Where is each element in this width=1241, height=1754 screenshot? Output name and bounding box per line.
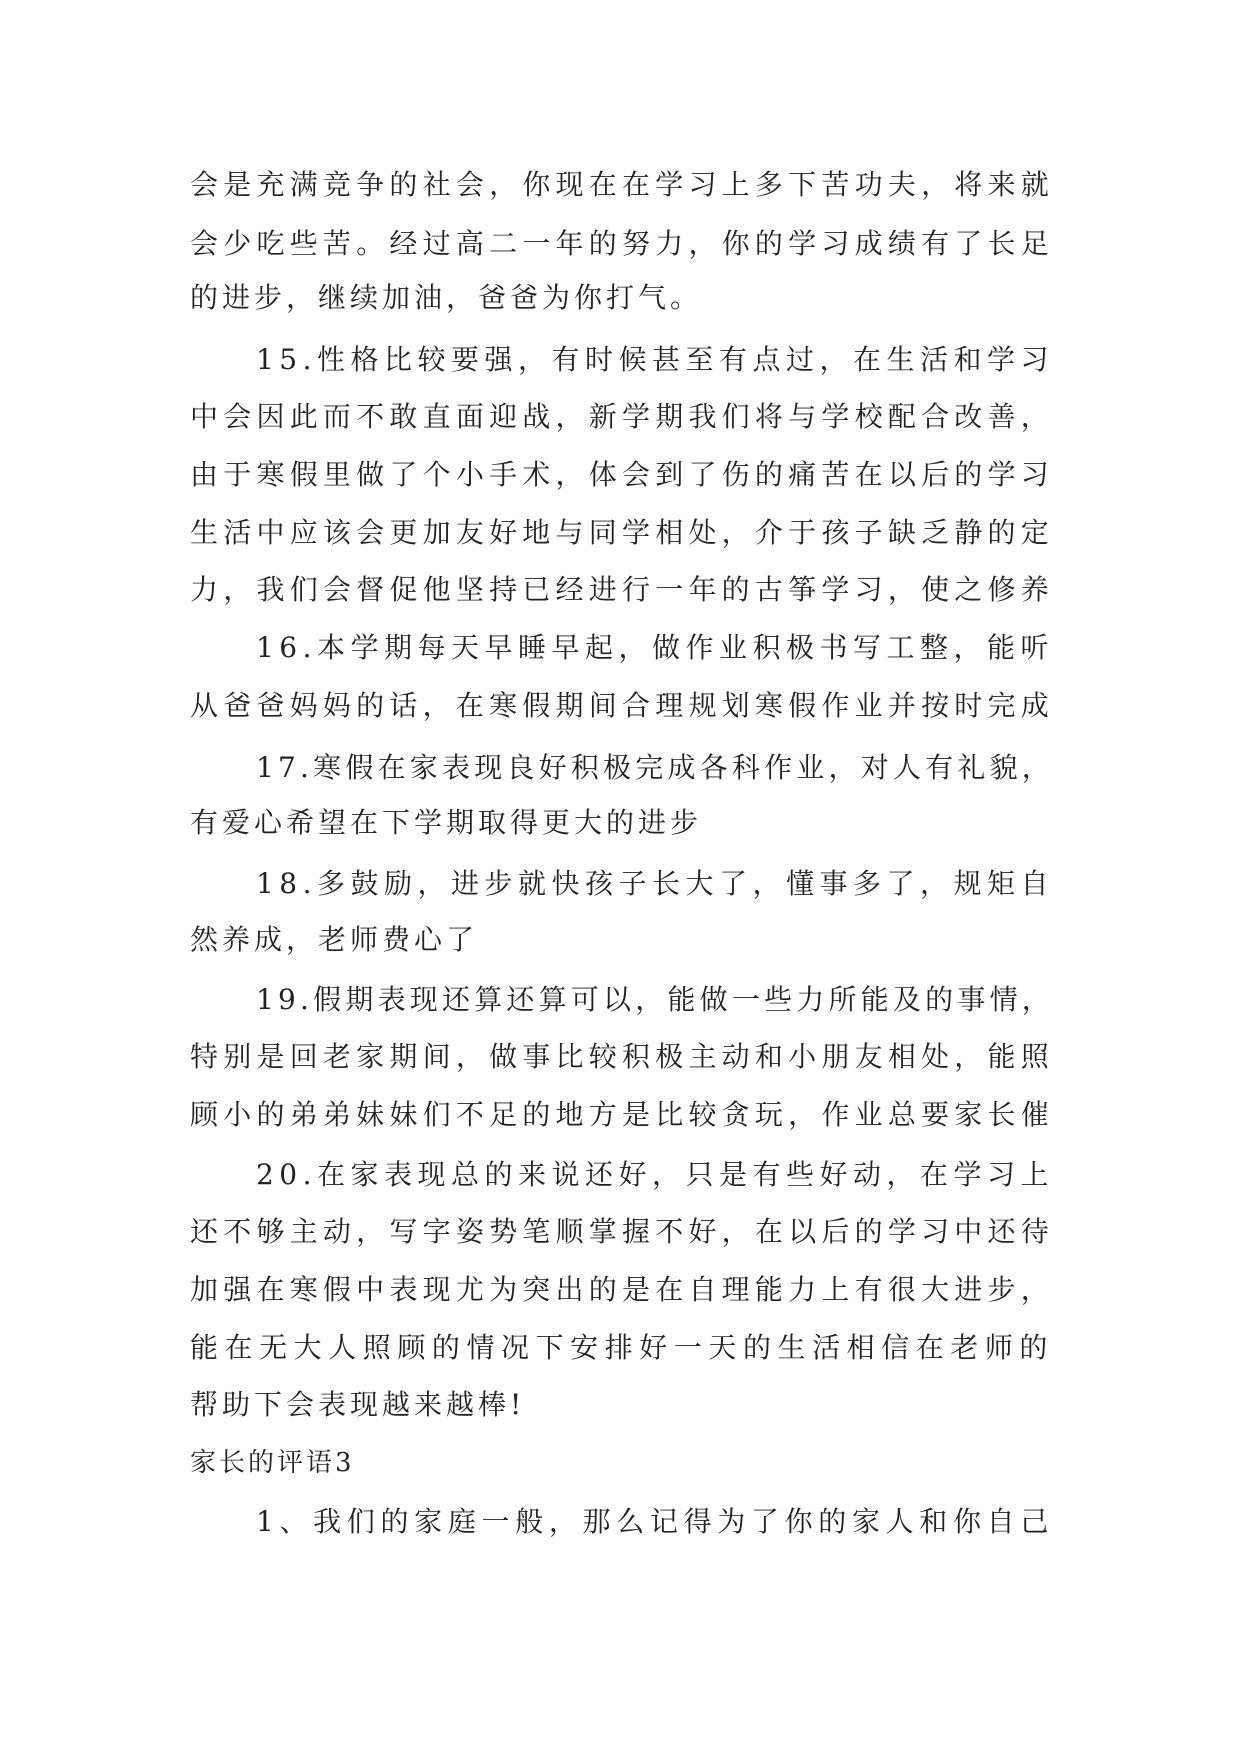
- text-line: 17.寒假在家表现良好积极完成各科作业，对人有礼貌，: [256, 751, 1054, 784]
- text-line: 然养成，老师费心了: [190, 923, 479, 956]
- text-line: 的进步，继续加油，爸爸为你打气。: [190, 281, 703, 314]
- text-line: 会是充满竞争的社会，你现在在学习上多下苦功夫，将来就: [190, 168, 1054, 201]
- text-line: 会少吃些苦。经过高二一年的努力，你的学习成绩有了长足: [190, 227, 1054, 260]
- text-line: 特别是回老家期间，做事比较积极主动和小朋友相处，能照: [190, 1040, 1054, 1073]
- text-line: 从爸爸妈妈的话，在寒假期间合理规划寒假作业并按时完成: [190, 689, 1054, 722]
- text-line: 18.多鼓励，进步就快孩子长大了，懂事多了，规矩自: [256, 867, 1054, 900]
- text-line: 1、我们的家庭一般，那么记得为了你的家人和你自己: [256, 1505, 1054, 1538]
- text-line: 加强在寒假中表现尤为突出的是在自理能力上有很大进步，: [190, 1273, 1054, 1306]
- text-line: 15.性格比较要强，有时候甚至有点过，在生活和学习: [256, 343, 1054, 376]
- text-line: 还不够主动，写字姿势笔顺掌握不好，在以后的学习中还待: [190, 1215, 1054, 1248]
- text-line: 中会因此而不敢直面迎战，新学期我们将与学校配合改善，: [190, 400, 1054, 433]
- text-line: 有爱心希望在下学期取得更大的进步: [190, 806, 703, 839]
- text-line: 帮助下会表现越来越棒!: [190, 1388, 526, 1421]
- text-line: 顾小的弟弟妹妹们不足的地方是比较贪玩，作业总要家长催: [190, 1098, 1054, 1131]
- text-line: 力，我们会督促他坚持已经进行一年的古筝学习，使之修养: [190, 573, 1054, 606]
- text-line: 能在无大人照顾的情况下安排好一天的生活相信在老师的: [190, 1331, 1054, 1364]
- text-line: 由于寒假里做了个小手术，体会到了伤的痛苦在以后的学习: [190, 458, 1054, 491]
- text-line: 19.假期表现还算还算可以，能做一些力所能及的事情，: [256, 983, 1054, 1016]
- text-line: 生活中应该会更加友好地与同学相处，介于孩子缺乏静的定: [190, 516, 1054, 549]
- text-line: 16.本学期每天早睡早起，做作业积极书写工整，能听: [256, 631, 1054, 664]
- text-line: 20.在家表现总的来说还好，只是有些好动，在学习上: [256, 1158, 1054, 1191]
- section-heading: 家长的评语3: [190, 1448, 355, 1478]
